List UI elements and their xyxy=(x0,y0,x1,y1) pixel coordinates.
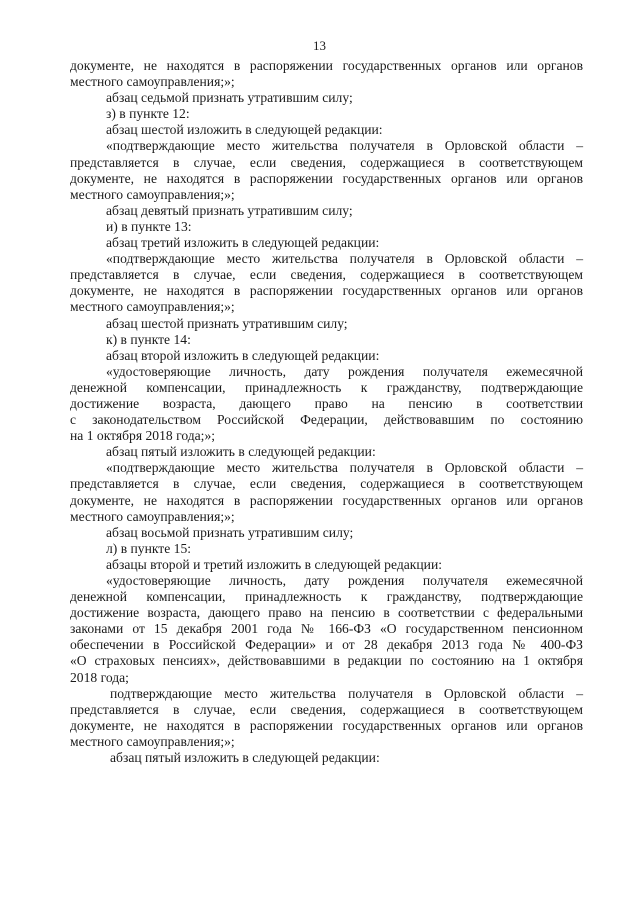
text-line: абзац шестой изложить в следующей редакции: xyxy=(106,122,383,138)
text-line: денежной компенсации, принадлежность к гражданству, подтверждающие xyxy=(70,379,583,395)
text-line: абзац восьмой признать утратившим силу; xyxy=(106,524,354,540)
text-line: документе, не находятся в распоряжении государственных органов или органов xyxy=(70,492,583,508)
text-line: достижение возраста, дающего право на пенсию в соответствии с федеральными xyxy=(70,605,583,621)
text-line: «подтверждающие место жительства получателя в Орловской области – xyxy=(106,251,583,267)
text-line: з) в пункте 12: xyxy=(106,106,190,122)
text-line: и) в пункте 13: xyxy=(106,218,192,234)
text-line: документе, не находятся в распоряжении государственных органов или органов xyxy=(70,283,583,299)
text-line: достижение возраста, дающего право на пенсию в соответствии xyxy=(70,395,583,411)
text-line: абзац шестой признать утратившим силу; xyxy=(106,315,348,331)
text-line: абзац пятый изложить в следующей редакции: xyxy=(110,750,380,766)
text-line: представляется в случае, если сведения, содержащиеся в соответствующем xyxy=(70,476,583,492)
text-line: «удостоверяющие личность, дату рождения получателя ежемесячной xyxy=(106,363,583,379)
text-line: местного самоуправления;»; xyxy=(70,186,235,202)
page-number: 13 xyxy=(313,38,326,53)
text-line: «подтверждающие место жительства получателя в Орловской области – xyxy=(106,138,583,154)
document-body xyxy=(70,58,583,766)
text-line: обеспечении в Российской Федерации» и от 28 декабря 2013 года № 400-ФЗ xyxy=(70,637,583,653)
text-line: местного самоуправления;»; xyxy=(70,74,235,90)
text-line: местного самоуправления;»; xyxy=(70,733,235,749)
text-line: к) в пункте 14: xyxy=(106,331,191,347)
text-line: абзац седьмой признать утратившим силу; xyxy=(106,90,353,106)
text-line: законами от 15 декабря 2001 года № 166-ФЗ «О государственном пенсионном xyxy=(70,621,583,637)
text-line: абзац второй изложить в следующей редакции: xyxy=(106,347,380,363)
text-line: документе, не находятся в распоряжении государственных органов или органов xyxy=(70,717,583,733)
text-line: с законодательством Российской Федерации, действовавшим по состоянию xyxy=(70,412,583,428)
text-line: абзац пятый изложить в следующей редакции: xyxy=(106,444,376,460)
text-line: абзац девятый признать утратившим силу; xyxy=(106,202,353,218)
text-line: абзацы второй и третий изложить в следующей редакции: xyxy=(106,556,442,572)
text-line: на 1 октября 2018 года;»; xyxy=(70,428,216,444)
text-line: «О страховых пенсиях», действовавшими в редакции по состоянию на 1 октября xyxy=(70,653,583,669)
text-line: представляется в случае, если сведения, содержащиеся в соответствующем xyxy=(70,701,583,717)
text-line: представляется в случае, если сведения, содержащиеся в соответствующем xyxy=(70,154,583,170)
text-line: «удостоверяющие личность, дату рождения получателя ежемесячной xyxy=(106,573,583,588)
text-line: денежной компенсации, принадлежность к гражданству, подтверждающие xyxy=(70,589,583,605)
text-line: местного самоуправления;»; xyxy=(70,508,235,524)
text-line: подтверждающие место жительства получателя в Орловской области – xyxy=(110,685,583,701)
text-line: л) в пункте 15: xyxy=(106,540,192,556)
text-line: «подтверждающие место жительства получателя в Орловской области – xyxy=(106,460,583,476)
text-line: документе, не находятся в распоряжении государственных органов или органов xyxy=(70,170,583,186)
text-line: местного самоуправления;»; xyxy=(70,299,235,315)
text-line: документе, не находятся в распоряжении государственных органов или органов xyxy=(70,58,583,73)
text-line: 2018 года; xyxy=(70,669,129,685)
text-line: представляется в случае, если сведения, содержащиеся в соответствующем xyxy=(70,267,583,283)
text-line: абзац третий изложить в следующей редакции: xyxy=(106,235,380,251)
